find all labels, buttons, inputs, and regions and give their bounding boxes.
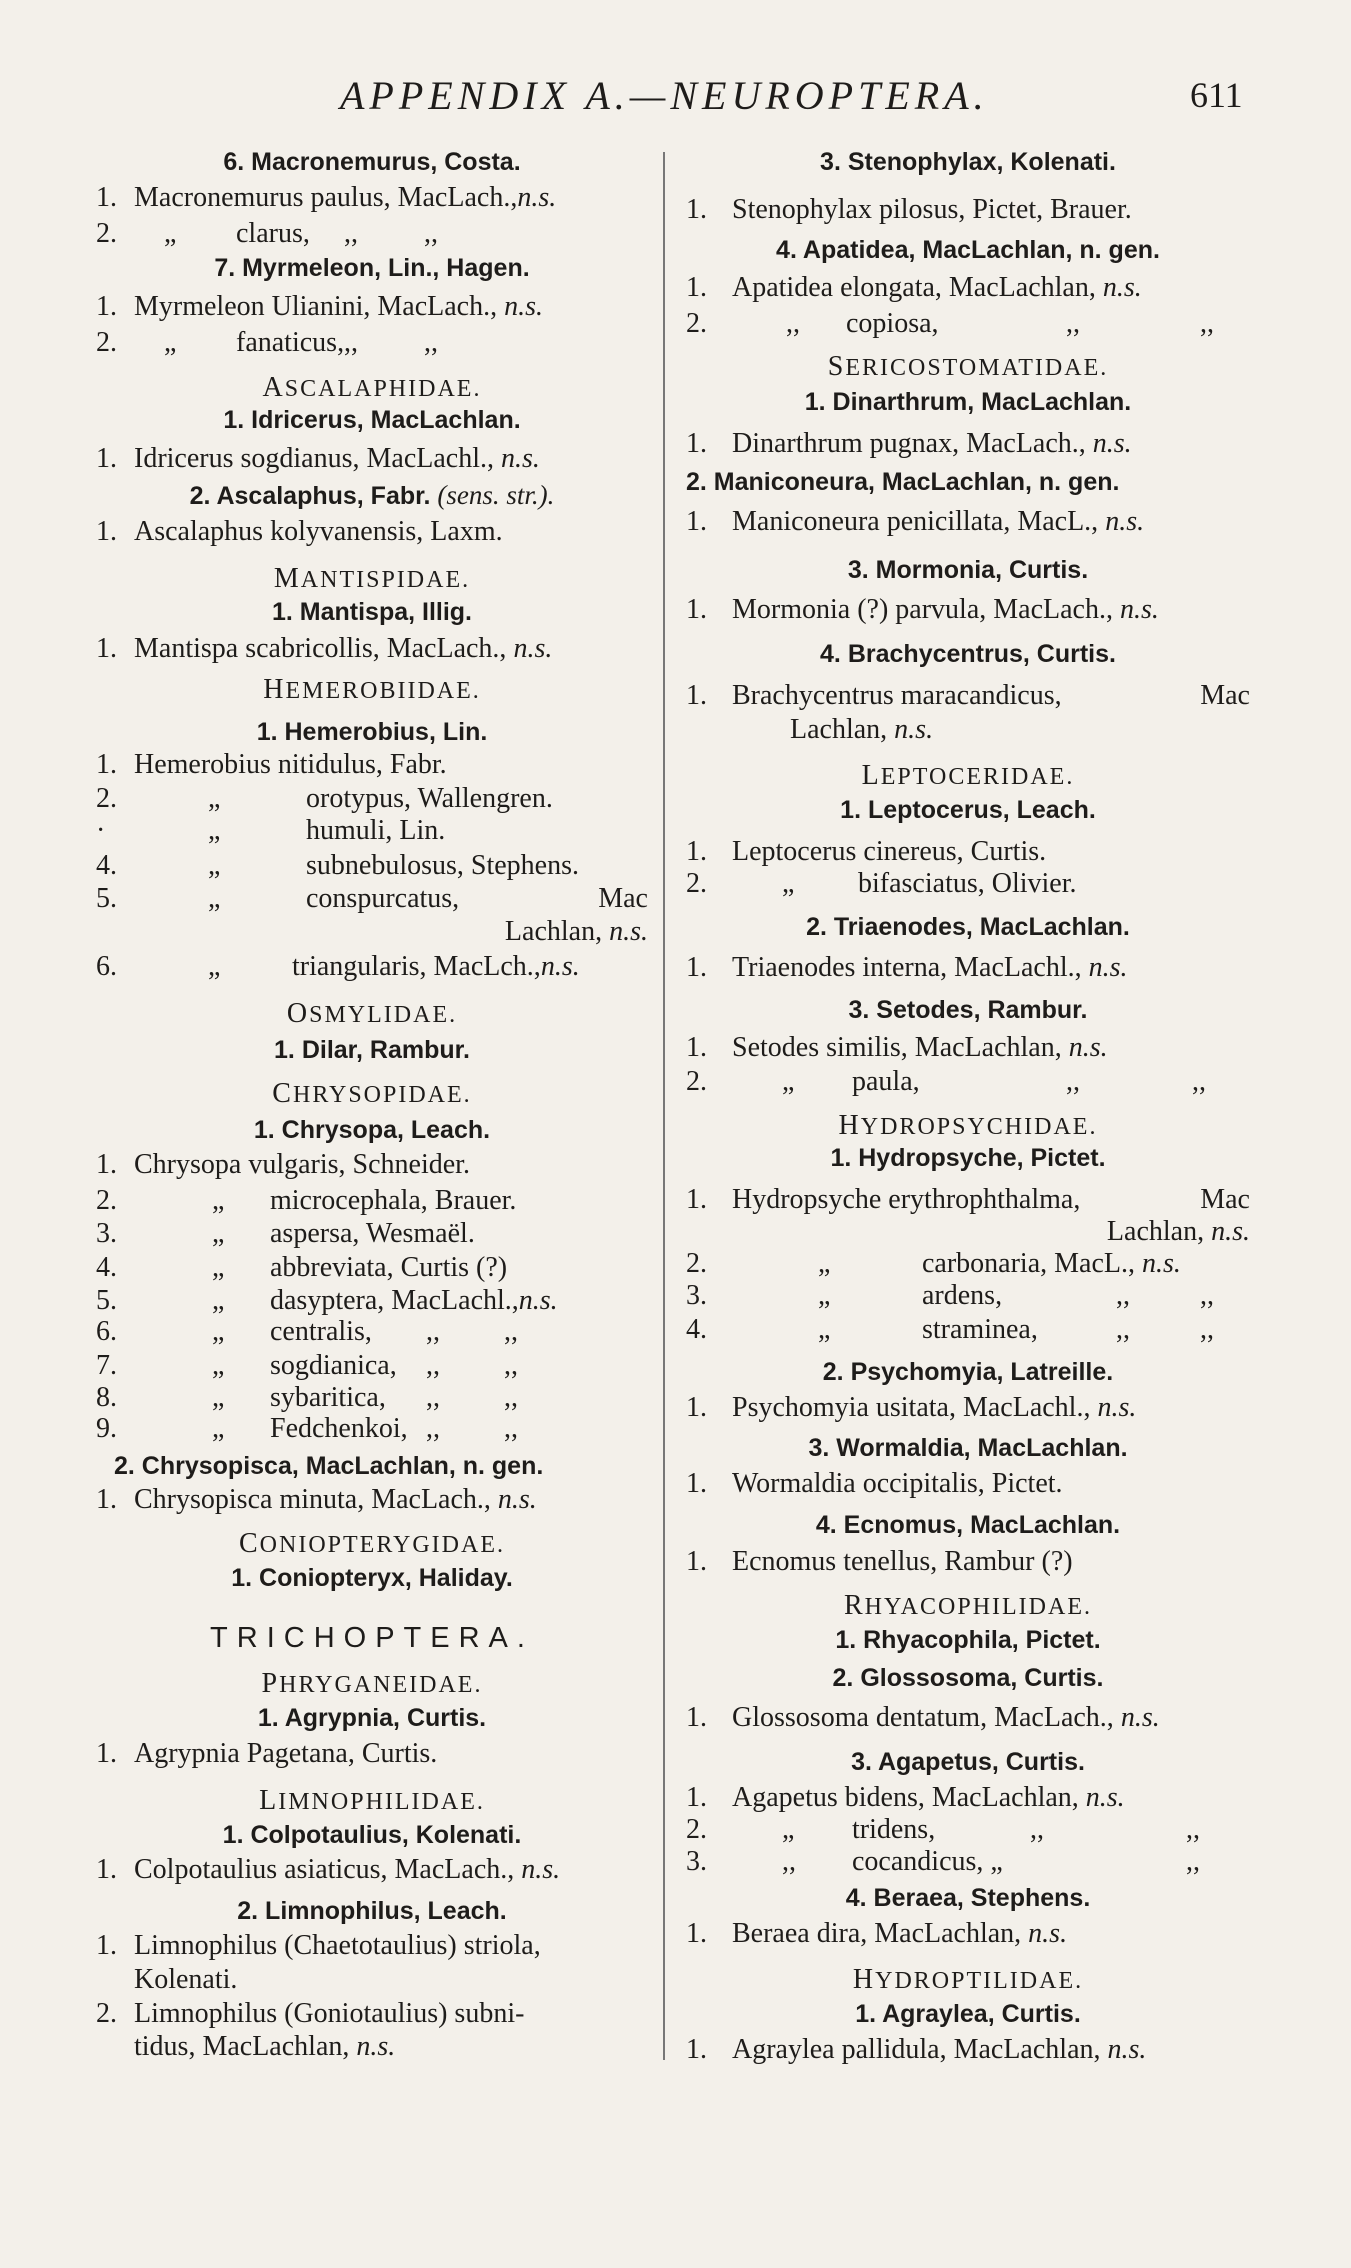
family-heading: HYDROPSYCHIDAE. (838, 1110, 1098, 1141)
genus-heading: 7. Myrmeleon, Lin., Hagen. (214, 254, 530, 282)
genus-heading: 1. Idricerus, MacLachlan. (223, 406, 521, 434)
genus-heading: 1. Mantispa, Illig. (271, 598, 473, 626)
genus-heading: 1. Coniopteryx, Haliday. (231, 1564, 513, 1592)
family-heading: CHRYSOPIDAE. (272, 1078, 472, 1109)
genus-heading: 3. Wormaldia, MacLachlan. (808, 1434, 1128, 1462)
genus-heading: 1. Agraylea, Curtis. (855, 2000, 1081, 2028)
family-heading: HEMEROBIIDAE. (263, 674, 481, 705)
genus-heading: 1. Chrysopa, Leach. (253, 1116, 491, 1144)
genus-heading: 2. Chrysopisca, MacLachlan, n. gen. (114, 1452, 544, 1480)
family-heading: ASCALAPHIDAE. (262, 372, 482, 403)
genus-heading: 3. Agapetus, Curtis. (851, 1748, 1085, 1776)
order-heading: TRICHOPTERA. (210, 1622, 534, 1654)
family-heading: OSMYLIDAE. (286, 998, 458, 1029)
family-heading: PHRYGANEIDAE. (261, 1668, 483, 1699)
genus-heading: 4. Ecnomus, MacLachlan. (815, 1511, 1121, 1539)
family-heading: LEPTOCERIDAE. (861, 760, 1075, 791)
genus-heading: 2. Triaenodes, MacLachlan. (806, 913, 1130, 941)
genus-heading: 2. Limnophilus, Leach. (237, 1897, 507, 1925)
genus-heading: 1. Hydropsyche, Pictet. (830, 1144, 1106, 1172)
genus-heading: 4. Brachycentrus, Curtis. (820, 640, 1116, 668)
genus-heading: 3. Stenophylax, Kolenati. (820, 148, 1116, 176)
genus-heading: 1. Hemerobius, Lin. (256, 718, 488, 746)
genus-heading: 2. Ascalaphus, Fabr. (sens. str.). (189, 480, 555, 510)
family-heading: CONIOPTERYGIDAE. (238, 1528, 505, 1559)
genus-heading: 1. Dinarthrum, MacLachlan. (804, 388, 1132, 416)
genus-heading: 4. Beraea, Stephens. (845, 1884, 1091, 1912)
genus-heading: 3. Mormonia, Curtis. (847, 556, 1089, 584)
family-heading: MANTISPIDAE. (273, 563, 471, 594)
genus-heading: 2. Maniconeura, MacLachlan, n. gen. (686, 468, 1120, 496)
genus-heading: 1. Dilar, Rambur. (274, 1036, 470, 1064)
genus-heading: 1. Colpotaulius, Kolenati. (222, 1821, 522, 1849)
family-heading: LIMNOPHILIDAE. (259, 1785, 485, 1816)
family-heading: SERICOSTOMATIDAE. (827, 351, 1109, 382)
family-heading: RHYACOPHILIDAE. (843, 1590, 1092, 1621)
genus-heading: 1. Leptocerus, Leach. (840, 796, 1096, 824)
genus-heading: 1. Rhyacophila, Pictet. (835, 1626, 1101, 1654)
page-number: 611 (1190, 75, 1243, 115)
genus-heading: 6. Macronemurus, Costa. (223, 148, 521, 176)
page-header (0, 72, 1351, 122)
genus-heading: 2. Psychomyia, Latreille. (822, 1358, 1114, 1386)
genus-heading: 2. Glossosoma, Curtis. (832, 1664, 1104, 1692)
genus-heading: 4. Apatidea, MacLachlan, n. gen. (776, 236, 1160, 264)
column-divider (663, 152, 665, 2060)
genus-heading: 1. Agrypnia, Curtis. (257, 1704, 487, 1732)
genus-heading: 3. Setodes, Rambur. (848, 996, 1088, 1024)
family-heading: HYDROPTILIDAE. (852, 1964, 1084, 1995)
running-title: APPENDIX A.—NEUROPTERA. (340, 73, 989, 118)
